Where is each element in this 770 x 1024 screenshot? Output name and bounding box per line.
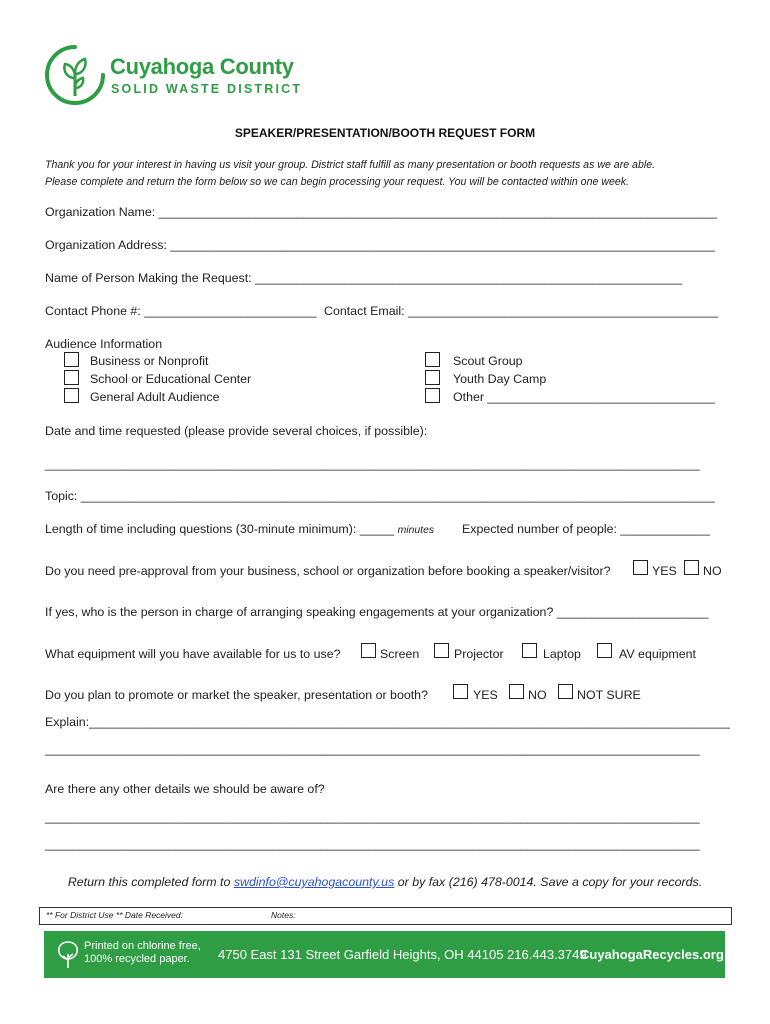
preapproval-yes-label: YES	[652, 564, 677, 578]
equipment-option: Projector	[454, 647, 504, 661]
contact-phone-field[interactable]: Contact Phone #: _________________________	[45, 304, 317, 318]
preapproval-no-label: NO	[703, 564, 722, 578]
intro-line-2: Please complete and return the form below so we can begin processing your request. You will be contacted within one week.	[45, 176, 629, 188]
other-audience-checkbox[interactable]	[425, 388, 440, 403]
footer-banner	[44, 931, 725, 978]
email-link[interactable]: swdinfo@cuyahogacounty.us	[233, 875, 395, 889]
promote-option: NOT SURE	[577, 688, 641, 702]
laptop-checkbox[interactable]	[522, 643, 537, 658]
form-title: SPEAKER/PRESENTATION/BOOTH REQUEST FORM	[234, 126, 536, 140]
promote-no-checkbox[interactable]	[509, 684, 524, 699]
footer-address: 4750 East 131 Street Garfield Heights, OH 44105 216.443.3749	[218, 947, 587, 962]
organization-name-field[interactable]: Organization Name: _________________________________________________________________________________	[45, 205, 717, 219]
recycled-line-1: Printed on chlorine free,	[84, 940, 201, 952]
preapproval-yes-checkbox[interactable]	[633, 560, 648, 575]
date-received-label: ** For District Use ** Date Received:	[46, 910, 183, 920]
scout-group-checkbox[interactable]	[425, 352, 440, 367]
return-instructions	[0, 875, 770, 889]
return-text-after: or by fax (216) 478-0014. Save a copy for your records.	[397, 875, 703, 889]
promote-yes-checkbox[interactable]	[453, 684, 468, 699]
requester-name-field[interactable]: Name of Person Making the Request: ______________________________________________________________	[45, 271, 683, 285]
general-adult-checkbox[interactable]	[64, 388, 79, 403]
audience-option: General Adult Audience	[90, 390, 220, 404]
other-details-field[interactable]: _______________________________________________________________________________________________	[45, 810, 700, 824]
recycled-paper-note	[84, 940, 201, 966]
intro-text	[45, 157, 655, 191]
promote-option: NO	[528, 688, 547, 702]
screen-checkbox[interactable]	[361, 643, 376, 658]
person-in-charge-field[interactable]: If yes, who is the person in charge of arranging speaking engagements at your organization? ______________________	[45, 605, 709, 619]
notes-label: Notes:	[271, 910, 296, 920]
expected-people-field[interactable]: Expected number of people: _____________	[462, 522, 711, 536]
av-equipment-checkbox[interactable]	[597, 643, 612, 658]
audience-other-field[interactable]: Other _________________________________	[453, 390, 715, 404]
business-nonprofit-checkbox[interactable]	[64, 352, 79, 367]
preapproval-no-checkbox[interactable]	[684, 560, 699, 575]
recycled-line-2: 100% recycled paper.	[84, 953, 190, 965]
other-details-field-line-2[interactable]: _______________________________________________________________________________________________	[45, 837, 700, 851]
explain-field[interactable]: Explain:_____________________________________________________________________________________________	[45, 715, 730, 729]
preapproval-label: Do you need pre-approval from your business, school or organization before booking a speaker/visitor?	[45, 564, 611, 578]
logo-subtitle: SOLID WASTE DISTRICT	[111, 82, 303, 96]
equipment-option: AV equipment	[619, 647, 696, 661]
promote-not-sure-checkbox[interactable]	[558, 684, 573, 699]
return-text-before: Return this completed form to	[67, 875, 231, 889]
audience-heading: Audience Information	[45, 337, 163, 351]
audience-option: School or Educational Center	[90, 372, 252, 386]
school-checkbox[interactable]	[64, 370, 79, 385]
youth-day-camp-checkbox[interactable]	[425, 370, 440, 385]
district-logo-icon	[44, 44, 106, 106]
audience-option: Scout Group	[453, 354, 523, 368]
promote-label: Do you plan to promote or market the speaker, presentation or booth?	[45, 688, 428, 702]
other-details-label: Are there any other details we should be aware of?	[45, 782, 325, 796]
length-field[interactable]	[45, 522, 434, 536]
date-time-field[interactable]: _______________________________________________________________________________________________	[45, 457, 700, 471]
promote-option: YES	[473, 688, 498, 702]
topic-field[interactable]: Topic: ____________________________________________________________________________________________	[45, 489, 715, 503]
district-use-box	[39, 907, 732, 925]
footer-website[interactable]: CuyahogaRecycles.org	[580, 947, 724, 962]
equipment-option: Screen	[380, 647, 420, 661]
contact-email-field[interactable]: Contact Email: _____________________________________________	[324, 304, 719, 318]
equipment-option: Laptop	[543, 647, 581, 661]
intro-line-1: Thank you for your interest in having us visit your group. District staff fulfill as many presentation or booth requests as we are able.	[45, 159, 656, 171]
audience-option: Youth Day Camp	[453, 372, 547, 386]
date-time-label: Date and time requested (please provide several choices, if possible):	[45, 424, 428, 438]
audience-option: Business or Nonprofit	[90, 354, 209, 368]
length-label: Length of time including questions (30-minute minimum): _____	[45, 522, 395, 536]
organization-address-field[interactable]: Organization Address: _______________________________________________________________________________	[45, 238, 715, 252]
tree-icon	[56, 940, 80, 970]
projector-checkbox[interactable]	[434, 643, 449, 658]
explain-field-line-2[interactable]: _______________________________________________________________________________________________	[45, 742, 700, 756]
equipment-label: What equipment will you have available for us to use?	[45, 647, 341, 661]
minutes-label: minutes	[397, 525, 435, 536]
logo-title: Cuyahoga County	[110, 54, 294, 79]
